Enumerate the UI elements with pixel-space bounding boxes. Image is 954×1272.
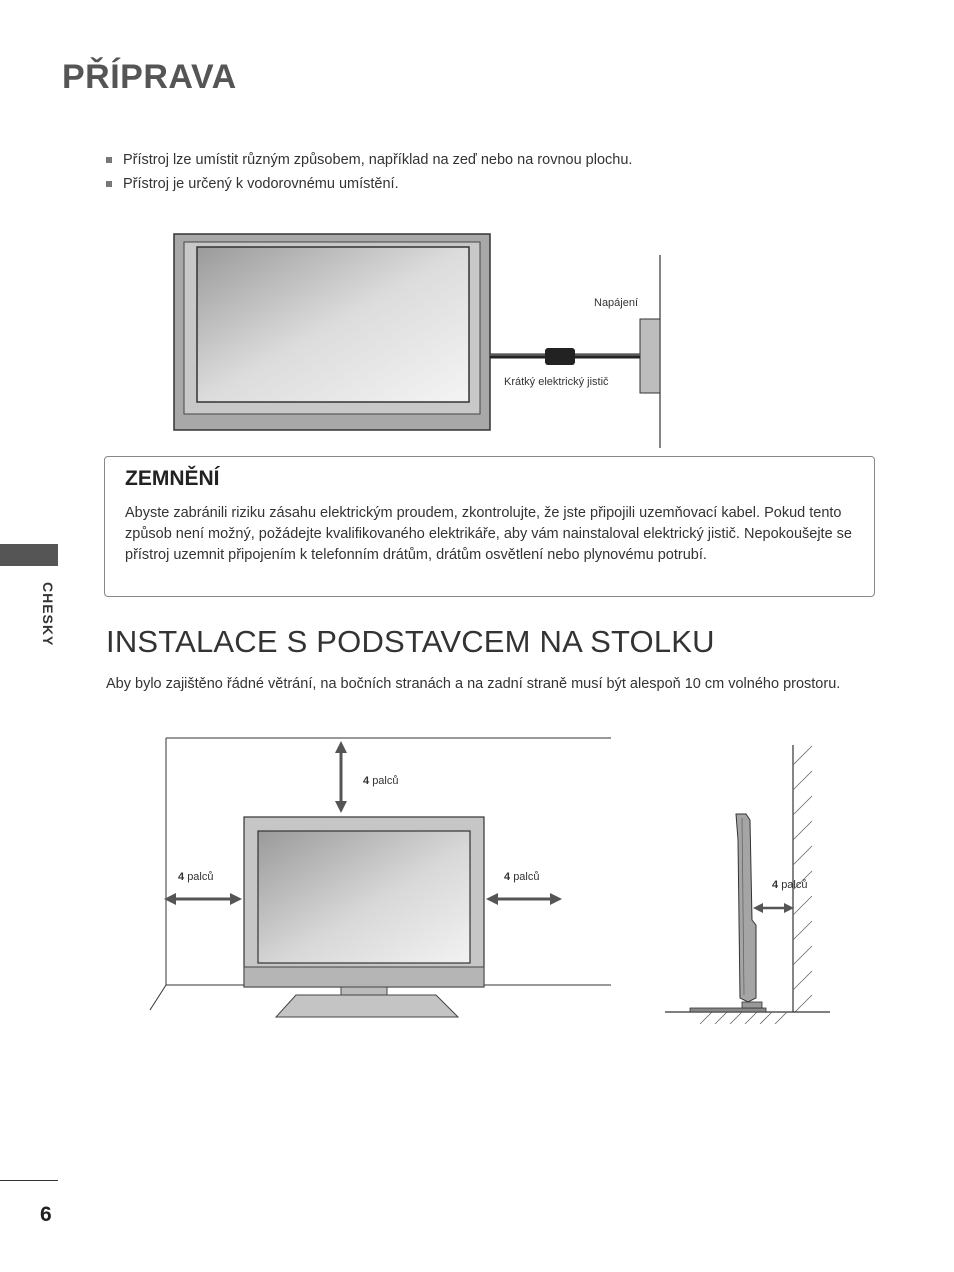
stand-foot <box>742 1002 762 1008</box>
language-label: CHESKY <box>40 582 56 647</box>
left-clearance-label: 4 palců <box>178 871 214 883</box>
square-bullet-icon <box>106 157 112 163</box>
floor-hatching <box>700 1012 787 1024</box>
power-label: Napájení <box>594 297 639 309</box>
page-number: 6 <box>40 1203 52 1226</box>
tv-screen <box>197 247 469 402</box>
grounding-title: ZEMNĚNÍ <box>125 467 220 490</box>
breaker-label: Krátký elektrický jistič <box>504 376 609 388</box>
stand-base <box>690 1008 766 1012</box>
page-number-rule <box>0 1180 58 1181</box>
wall-outlet <box>640 319 660 393</box>
section-title: INSTALACE S PODSTAVCEM NA STOLKU <box>106 624 715 659</box>
tv-screen <box>258 831 470 963</box>
grounding-text: Abyste zabránili riziku zásahu elektrickým proudem, zkontrolujte, že jste připojili uzemňovací kabel. Pokud tento způsob není možný, požádejte kvalifikovaného elektrikáře, aby vám nainstaloval elektrický jistič. Nepokoušejte se přístroj uzemnit připojením k telefonním drátům, drátům osvětlení nebo plynovému potrubí. <box>125 505 852 563</box>
top-clearance-label: 4 palců <box>363 775 399 787</box>
breaker-plug <box>545 348 575 365</box>
language-tab-marker <box>0 544 58 566</box>
intro-bullet-list <box>106 148 632 196</box>
right-clearance-label: 4 palců <box>504 871 540 883</box>
front-clearance-diagram <box>146 735 616 1025</box>
power-connection-diagram <box>170 230 670 450</box>
back-clearance-label: 4 palců <box>772 879 808 891</box>
tv-side-profile <box>736 814 756 1002</box>
bullet-item: Přístroj je určený k vodorovnému umístění. <box>106 172 632 196</box>
bullet-item: Přístroj lze umístit různým způsobem, například na zeď nebo na rovnou plochu. <box>106 148 632 172</box>
side-clearance-diagram <box>660 740 840 1030</box>
section-text: Aby bylo zajištěno řádné větrání, na bočních stranách a na zadní straně musí být alespoň 10 cm volného prostoru. <box>106 676 841 692</box>
page-title: PŘÍPRAVA <box>62 58 237 96</box>
tv-speaker-bar <box>244 967 484 987</box>
square-bullet-icon <box>106 181 112 187</box>
tv-stand-base <box>276 995 458 1017</box>
room-floor-diagonal <box>150 985 166 1010</box>
grounding-warning-box <box>104 456 875 597</box>
